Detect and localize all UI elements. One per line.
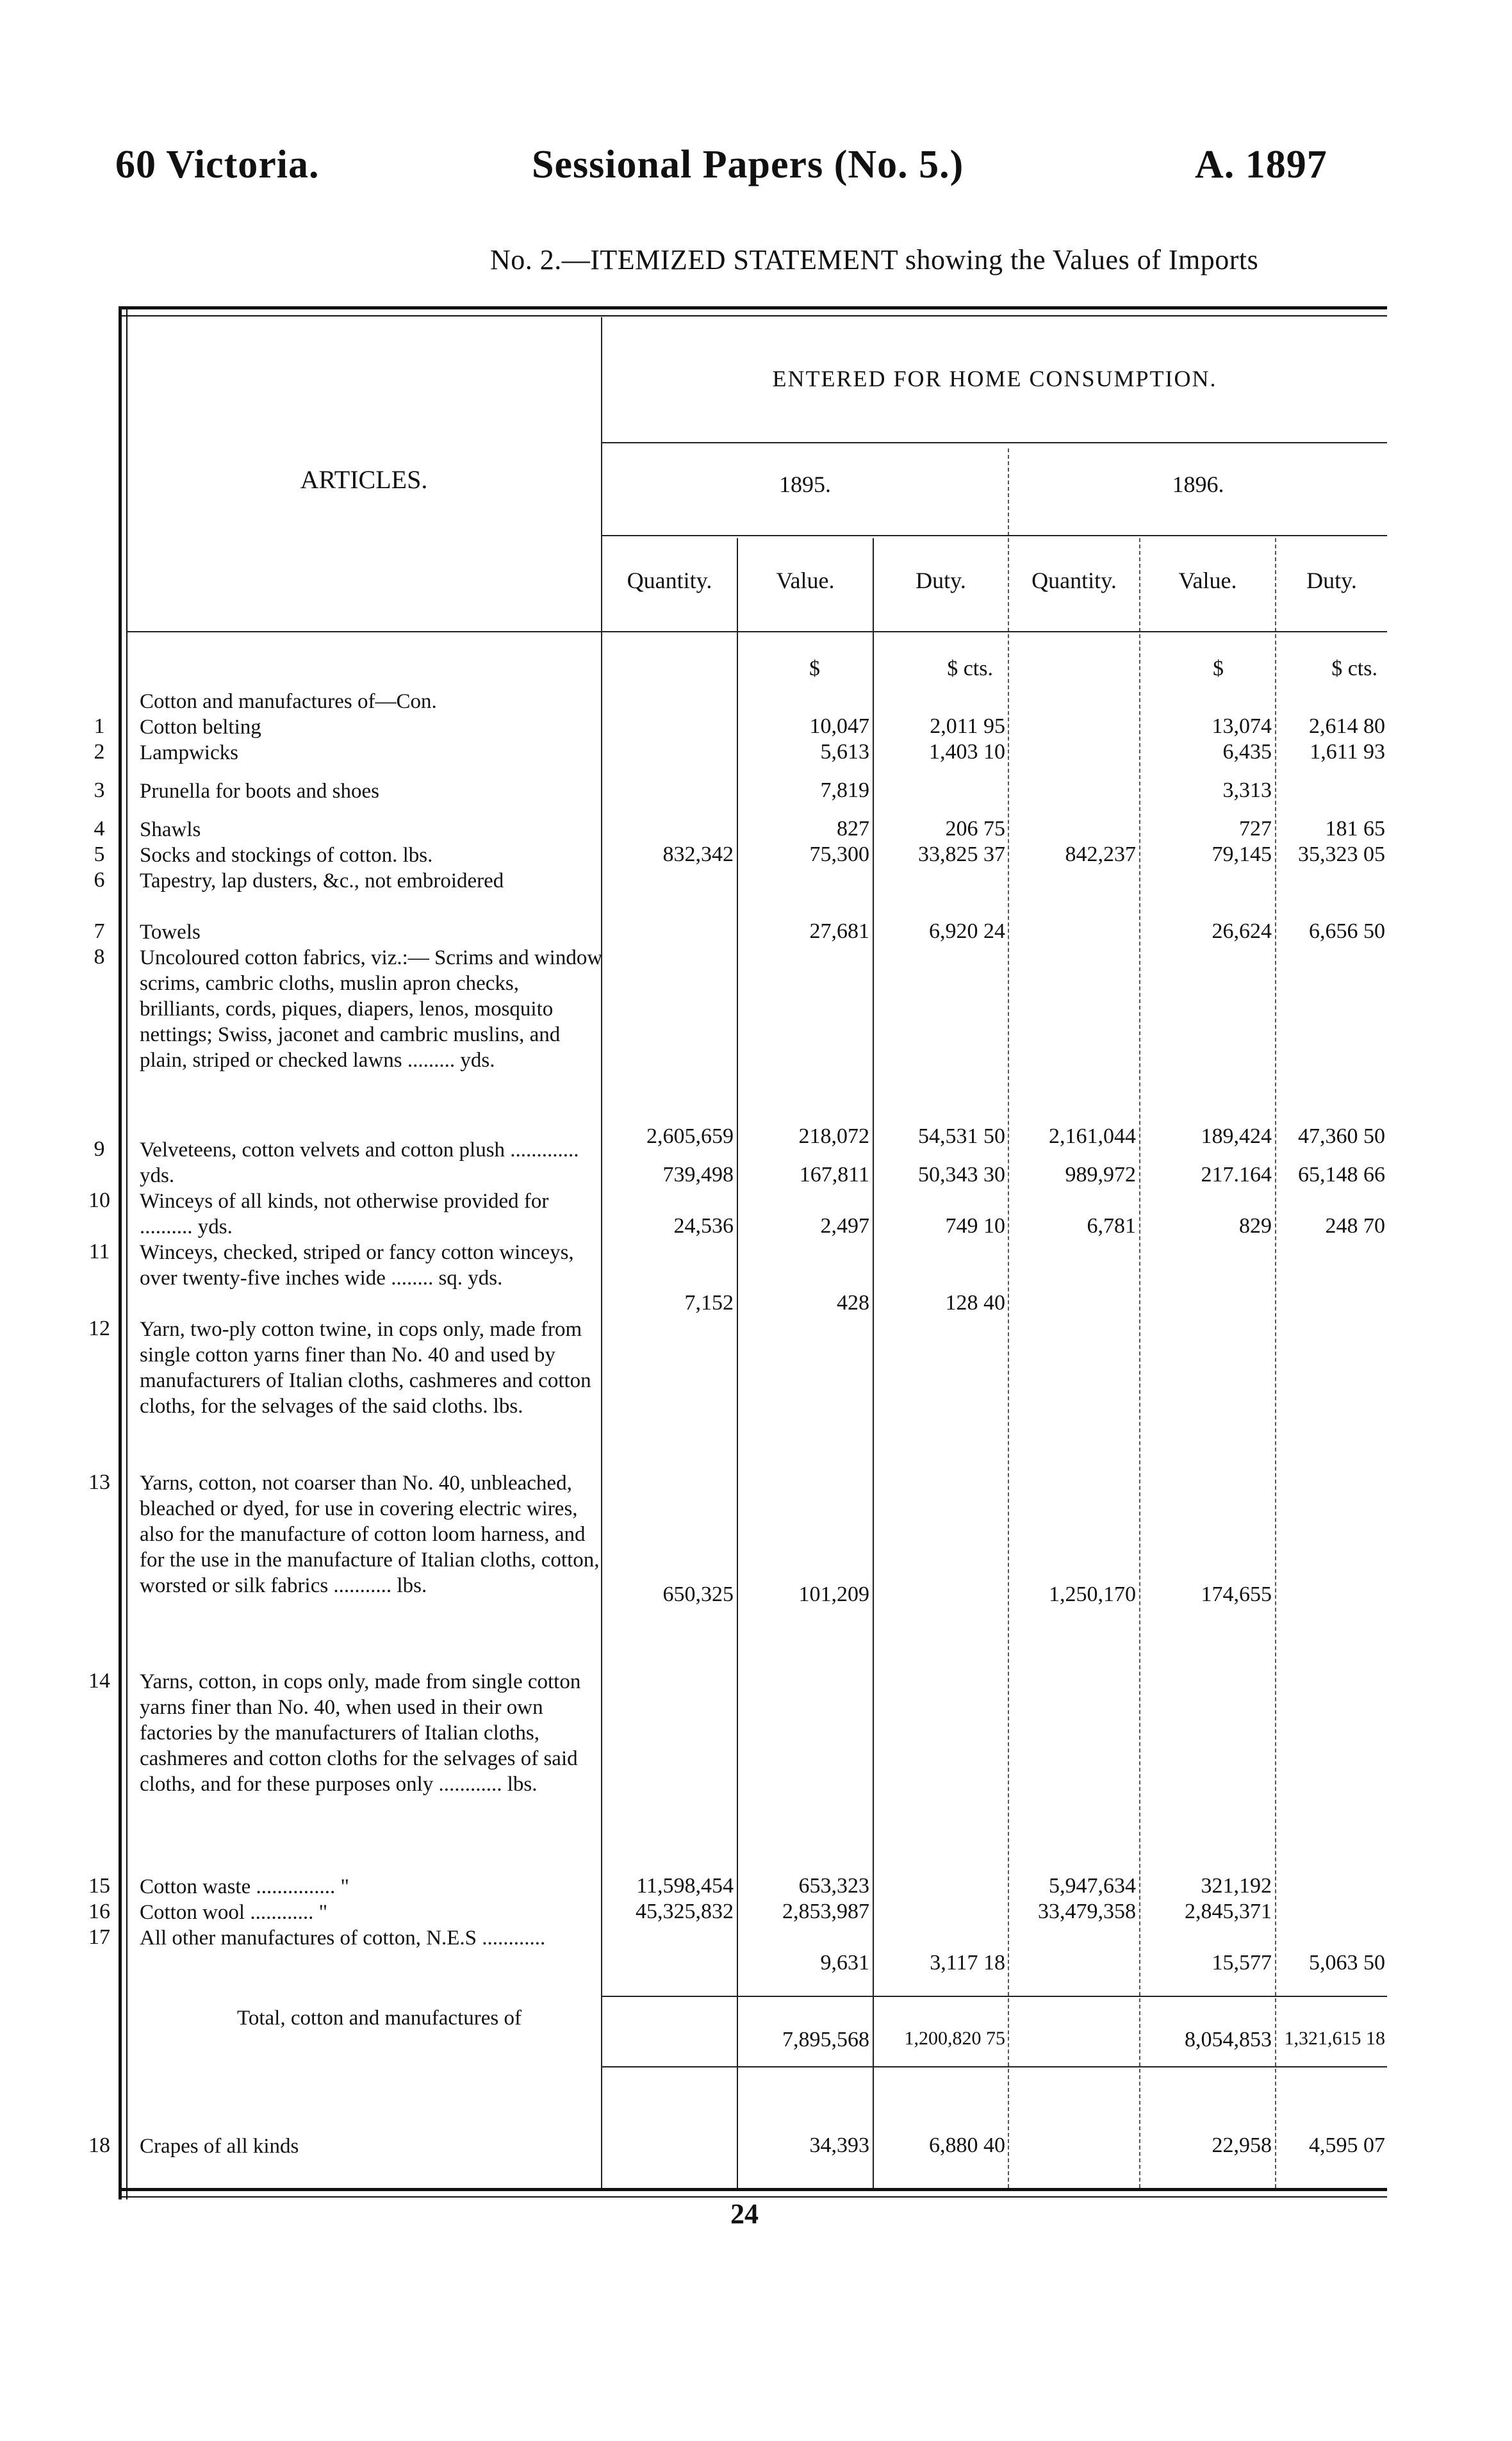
rule-above-total — [602, 1996, 1387, 1997]
group-header: ENTERED FOR HOME CONSUMPTION. — [772, 366, 1217, 391]
cell-d96: 2,614 80 — [1309, 714, 1385, 738]
line-number: 11 — [88, 1240, 110, 1263]
cell-d95: 54,531 50 — [918, 1124, 1005, 1148]
article-text: Uncoloured cotton fabrics, viz.:— Scrims and window scrims, cambric cloths, muslin apron checks, brilliants, cords, piques, diapers, lenos, mosquito nettings; Swiss, jaconet and cambric muslins, and plain, striped or checked lawns ......... yds. — [140, 946, 603, 1072]
rule-under-colheads — [127, 631, 1387, 632]
cell-v96: 26,624 — [1212, 919, 1272, 943]
unit-duty-1896: $ cts. — [1331, 657, 1377, 680]
total-label: Total, cotton and manufactures of — [237, 2007, 522, 2030]
cell-v95: 10,047 — [809, 714, 869, 738]
cell-d96: 6,656 50 — [1309, 919, 1385, 943]
line-number: 1 — [94, 714, 105, 738]
cell-q96: 989,972 — [1065, 1163, 1136, 1187]
article-text: Winceys of all kinds, not otherwise provided for .......... yds. — [140, 1190, 549, 1238]
unit-duty-1895: $ cts. — [947, 657, 993, 680]
line-number: 12 — [88, 1317, 110, 1340]
cell-q95: 7,152 — [684, 1291, 734, 1315]
cell-d96: 65,148 66 — [1298, 1163, 1385, 1187]
line-number: 8 — [94, 945, 105, 969]
cell-v95: 27,681 — [809, 919, 869, 943]
cell-v95: 653,323 — [798, 1874, 869, 1898]
col-sep-v95 — [873, 538, 874, 2188]
cell-q95: 24,536 — [673, 1214, 734, 1238]
total-value-1896: 8,054,853 — [1185, 2028, 1272, 2051]
line-number: 5 — [94, 842, 105, 866]
line-number: 9 — [94, 1137, 105, 1161]
article-text: Cotton waste ............... " — [140, 1875, 349, 1898]
total-duty-1896: 1,321,615 18 — [1284, 2028, 1385, 2049]
line-number: 16 — [88, 1900, 110, 1923]
col-sep-v96 — [1275, 538, 1276, 2188]
crapes-value-1895: 34,393 — [809, 2133, 869, 2157]
cell-d95: 749 10 — [945, 1214, 1005, 1238]
line-number: 4 — [94, 817, 105, 841]
total-duty-1895: 1,200,820 75 — [904, 2028, 1005, 2049]
cell-d96: 1,611 93 — [1310, 740, 1385, 764]
cell-q95: 832,342 — [662, 842, 734, 866]
article-text: Cotton wool ............ " — [140, 1901, 328, 1924]
article-text: Velveteens, cotton velvets and cotton plush ............. yds. — [140, 1138, 579, 1187]
rule-under-years — [602, 535, 1387, 536]
article-text: Lampwicks — [140, 741, 238, 764]
cell-d96: 248 70 — [1325, 1214, 1385, 1238]
cell-q96: 842,237 — [1065, 842, 1136, 866]
rule-under-group — [602, 442, 1387, 443]
article-text: Tapestry, lap dusters, &c., not embroidered — [140, 869, 504, 892]
cell-d95: 3,117 18 — [930, 1951, 1005, 1975]
cell-v96: 174,655 — [1201, 1582, 1272, 1606]
col-duty-1896: Duty. — [1306, 568, 1357, 593]
cell-q95: 739,498 — [662, 1163, 734, 1187]
article-text: Winceys, checked, striped or fancy cotton winceys, over twenty-five inches wide ........ sq. yds. — [140, 1241, 574, 1290]
cell-v95: 75,300 — [809, 842, 869, 866]
cell-d96: 35,323 05 — [1298, 842, 1385, 866]
cell-d96: 5,063 50 — [1309, 1951, 1385, 1975]
cell-v96: 217.164 — [1201, 1163, 1272, 1187]
cell-v96: 13,074 — [1212, 714, 1272, 738]
section-title: Cotton and manufactures of—Con. — [140, 690, 437, 713]
cell-v95: 9,631 — [820, 1951, 869, 1975]
cell-d96: 181 65 — [1325, 817, 1385, 841]
cell-d95: 6,920 24 — [929, 919, 1005, 943]
col-quantity-1895: Quantity. — [627, 568, 712, 593]
cell-v96: 829 — [1239, 1214, 1272, 1238]
article-text: Prunella for boots and shoes — [140, 780, 379, 803]
cell-v95: 2,497 — [820, 1214, 869, 1238]
crapes-value-1896: 22,958 — [1212, 2133, 1272, 2157]
page-number: 24 — [730, 2198, 759, 2230]
rule-below-total — [602, 2066, 1387, 2067]
cell-q96: 6,781 — [1087, 1214, 1136, 1238]
cell-d95: 128 40 — [945, 1291, 1005, 1315]
articles-header: ARTICLES. — [300, 465, 428, 494]
article-text: Yarn, two-ply cotton twine, in cops only, made from single cotton yarns finer than No. 40 and used by manufacturers of Italian cloths, cashmeres and cotton cloths, for the selvages of the said cloths. lbs. — [140, 1318, 591, 1418]
cell-v96: 189,424 — [1201, 1124, 1272, 1148]
cell-v95: 2,853,987 — [782, 1900, 869, 1923]
cell-q96: 33,479,358 — [1038, 1900, 1136, 1923]
cell-q95: 45,325,832 — [636, 1900, 734, 1923]
cell-v96: 3,313 — [1222, 778, 1272, 802]
col-value-1896: Value. — [1178, 568, 1237, 593]
line-number-18: 18 — [88, 2133, 110, 2157]
cell-v95: 167,811 — [799, 1163, 869, 1187]
table-top-rule-2 — [119, 315, 1387, 316]
total-value-1895: 7,895,568 — [782, 2028, 869, 2051]
line-number: 7 — [94, 919, 105, 943]
cell-d95: 50,343 30 — [918, 1163, 1005, 1187]
article-text: Yarns, cotton, in cops only, made from single cotton yarns finer than No. 40, when used in their own factories by the manufacturers of Italian cloths, cashmeres and cotton cloths for the selvages of said cloths, and for these purposes only ............ lbs. — [140, 1670, 581, 1796]
cell-d95: 206 75 — [945, 817, 1005, 841]
line-number: 3 — [94, 778, 105, 802]
table-subtitle: No. 2.—ITEMIZED STATEMENT showing the Values of Imports — [490, 244, 1259, 275]
article-text: Towels — [140, 921, 201, 944]
cell-v96: 79,145 — [1212, 842, 1272, 866]
cell-d96: 47,360 50 — [1298, 1124, 1385, 1148]
cell-v96: 15,577 — [1212, 1951, 1272, 1975]
article-text: Socks and stockings of cotton. lbs. — [140, 844, 433, 867]
year-1896-header: 1896. — [1172, 472, 1224, 497]
cell-v95: 827 — [837, 817, 869, 841]
cell-q96: 1,250,170 — [1049, 1582, 1136, 1606]
table-left-rule-2 — [126, 306, 127, 2199]
cell-d95: 1,403 10 — [929, 740, 1005, 764]
line-number: 15 — [88, 1874, 110, 1898]
table-bottom-rule — [119, 2188, 1387, 2191]
line-number: 13 — [88, 1470, 110, 1494]
unit-value-1895: $ — [809, 657, 820, 680]
col-value-1895: Value. — [776, 568, 835, 593]
cell-v95: 5,613 — [820, 740, 869, 764]
unit-value-1896: $ — [1213, 657, 1224, 680]
cell-v96: 2,845,371 — [1185, 1900, 1272, 1923]
col-duty-1895: Duty. — [916, 568, 966, 593]
header-left: 60 Victoria. — [115, 143, 320, 186]
table-top-rule — [119, 306, 1387, 309]
header-center: Sessional Papers (No. 5.) — [532, 143, 964, 186]
cell-d95: 2,011 95 — [930, 714, 1005, 738]
crapes-duty-1896: 4,595 07 — [1309, 2133, 1385, 2157]
article-text: Shawls — [140, 818, 201, 841]
article-text: Cotton belting — [140, 716, 261, 739]
cell-q96: 5,947,634 — [1049, 1874, 1136, 1898]
cell-v95: 428 — [837, 1291, 869, 1315]
line-number: 10 — [88, 1188, 110, 1212]
cell-q95: 11,598,454 — [636, 1874, 734, 1898]
cell-v96: 321,192 — [1201, 1874, 1272, 1898]
year-1895-header: 1895. — [779, 472, 831, 497]
line-number: 17 — [88, 1925, 110, 1949]
header-right: A. 1897 — [1195, 143, 1327, 186]
cell-q95: 2,605,659 — [646, 1124, 734, 1148]
cell-d95: 33,825 37 — [918, 842, 1005, 866]
cell-v95: 101,209 — [798, 1582, 869, 1606]
cell-q96: 2,161,044 — [1049, 1124, 1136, 1148]
crapes-duty-1895: 6,880 40 — [929, 2133, 1005, 2157]
cell-v96: 6,435 — [1222, 740, 1272, 764]
cell-v95: 218,072 — [798, 1124, 869, 1148]
crapes-article: Crapes of all kinds — [140, 2135, 299, 2158]
article-text: Yarns, cotton, not coarser than No. 40, unbleached, bleached or dyed, for use in covering electric wires, also for the manufacture of cotton loom harness, and for the use in the manufacture of Italian cloths, cotton, worsted or silk fabrics ........... lbs. — [140, 1472, 600, 1597]
cell-v96: 727 — [1239, 817, 1272, 841]
cell-q95: 650,325 — [662, 1582, 734, 1606]
line-number: 14 — [88, 1669, 110, 1693]
line-number: 6 — [94, 868, 105, 892]
col-sep-d95 — [1008, 448, 1009, 2188]
cell-v95: 7,819 — [820, 778, 869, 802]
line-number: 2 — [94, 740, 105, 764]
col-quantity-1896: Quantity. — [1031, 568, 1117, 593]
article-text: All other manufactures of cotton, N.E.S ............ — [140, 1927, 546, 1950]
table-left-rule — [119, 306, 122, 2199]
